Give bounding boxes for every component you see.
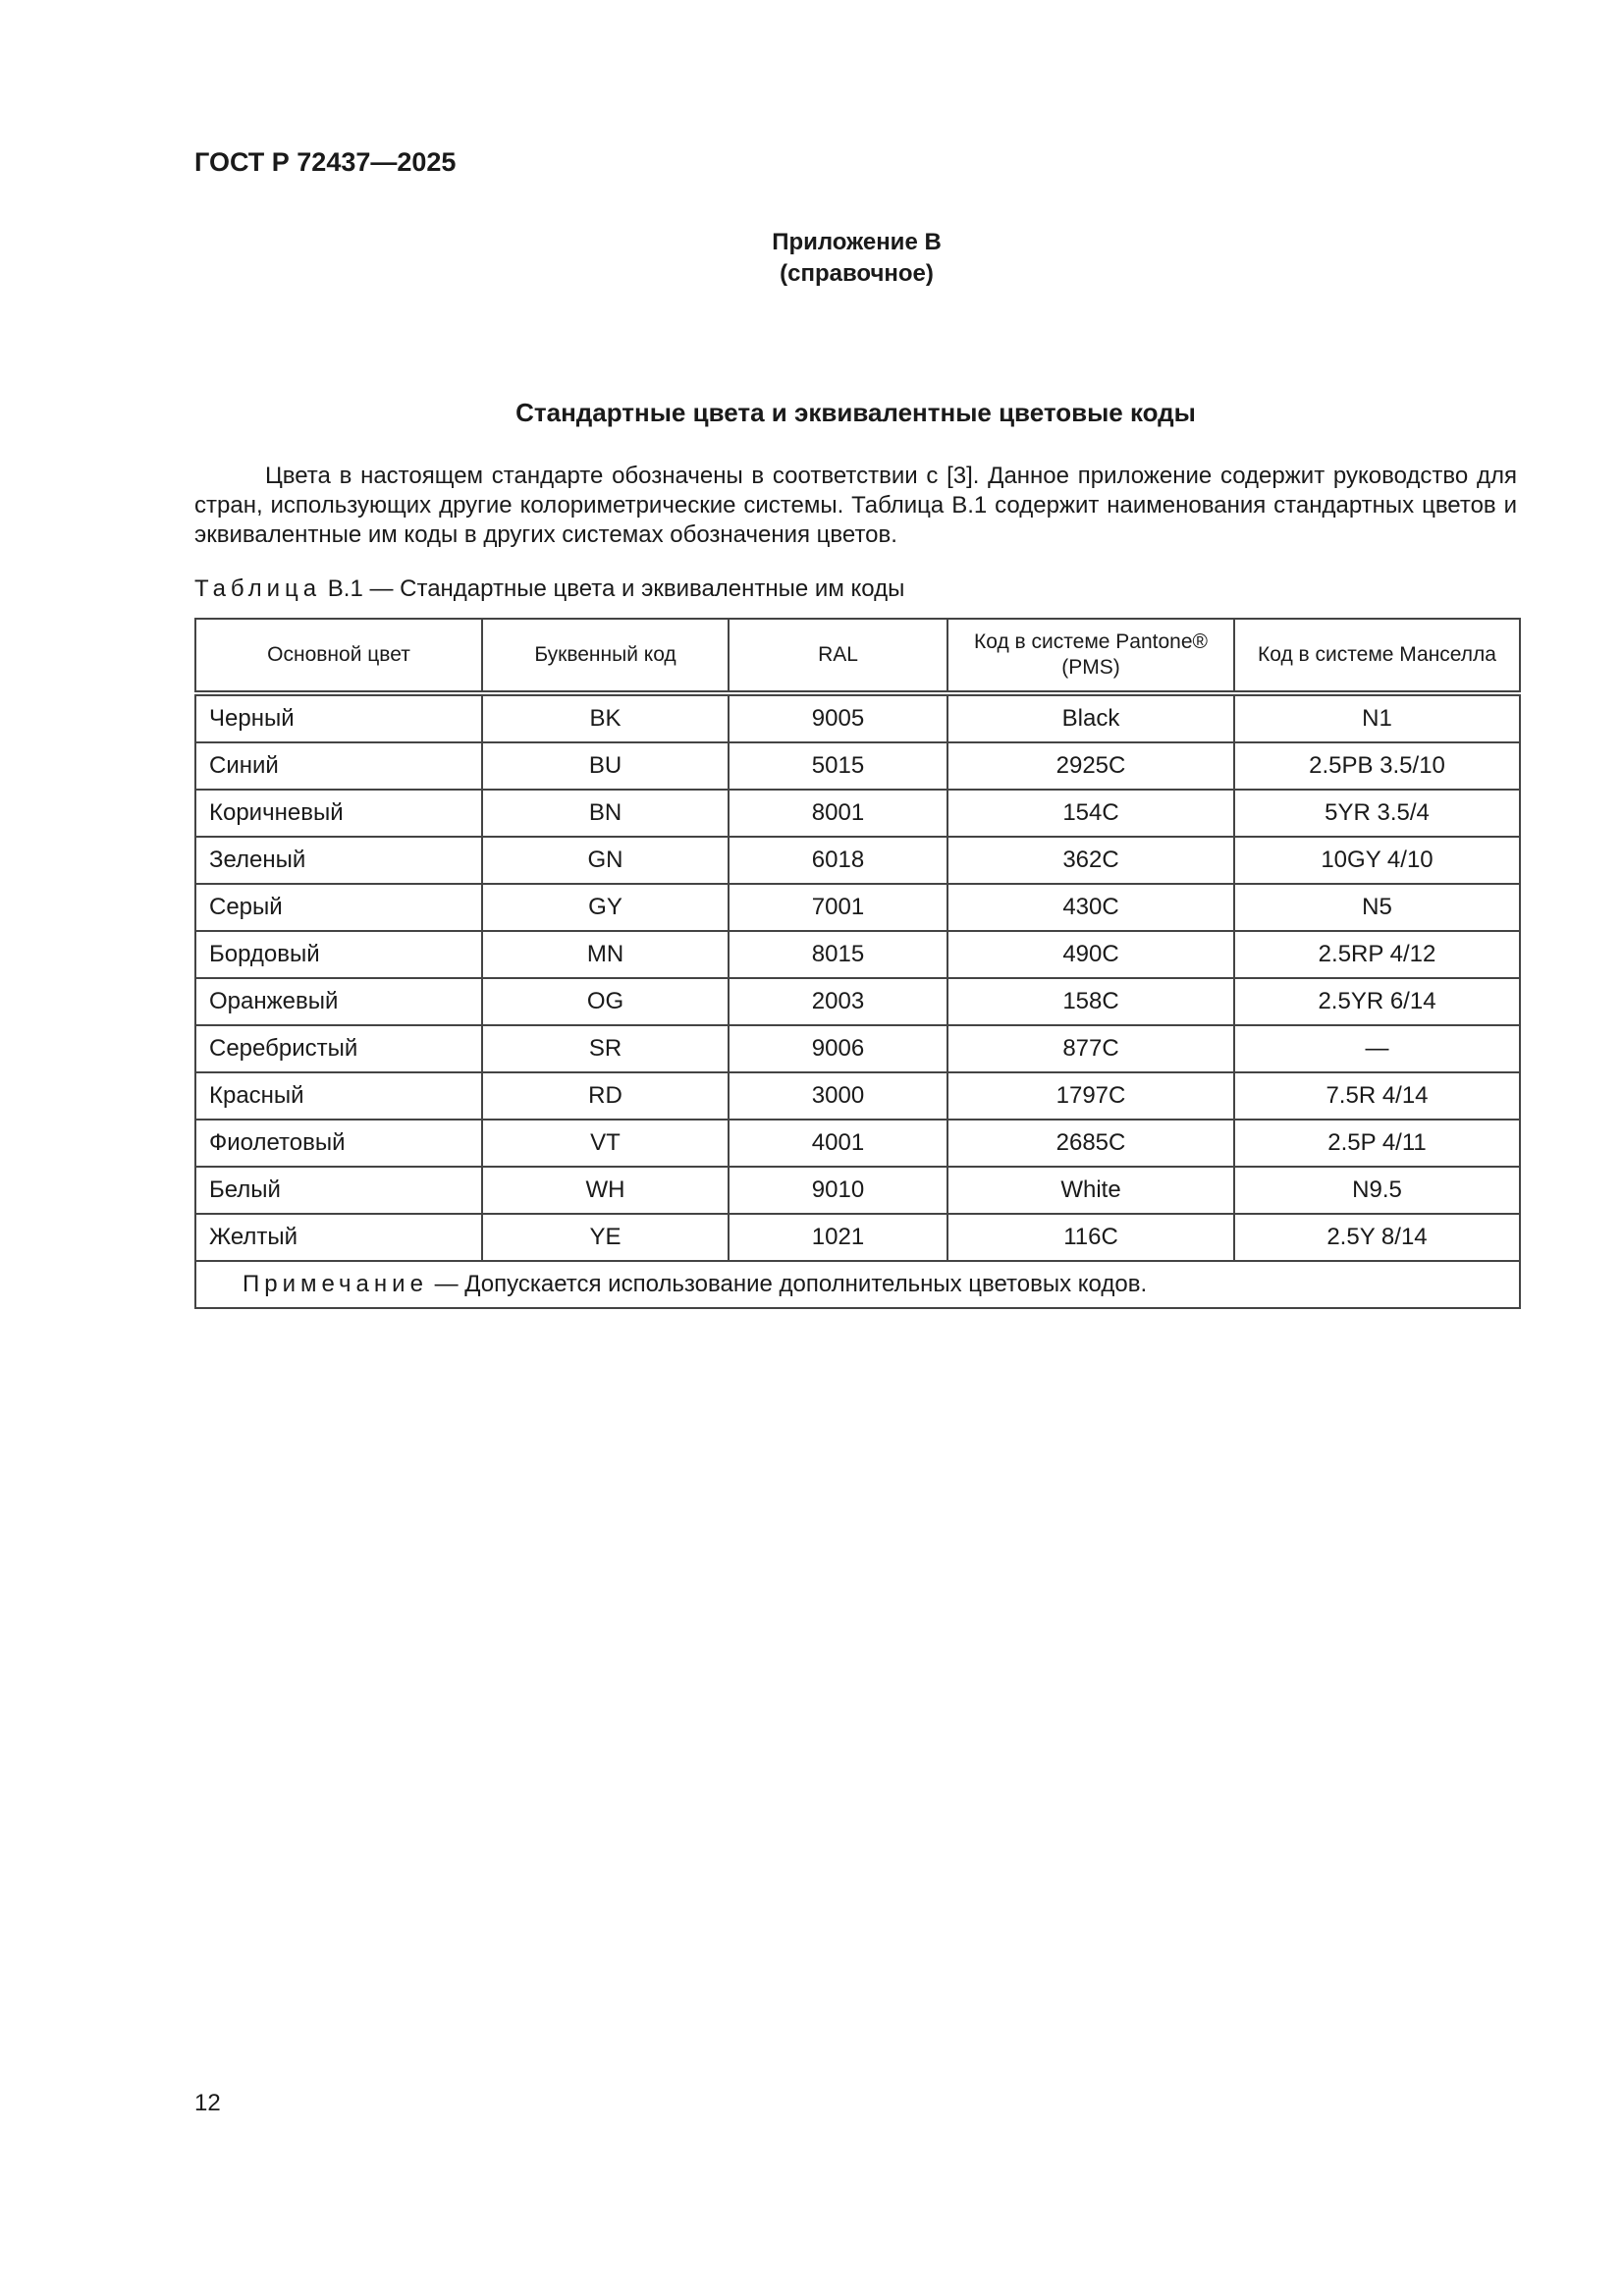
cell-ral: 4001 (729, 1120, 947, 1167)
column-header-munsell: Код в системе Манселла (1234, 619, 1520, 693)
cell-ral: 7001 (729, 884, 947, 931)
cell-ral: 8001 (729, 790, 947, 837)
cell-base-color: Серебристый (195, 1025, 482, 1072)
cell-letter-code: BK (482, 693, 729, 742)
cell-letter-code: GN (482, 837, 729, 884)
cell-base-color: Фиолетовый (195, 1120, 482, 1167)
cell-ral: 1021 (729, 1214, 947, 1261)
table-row (195, 978, 1520, 1025)
cell-pantone: 158C (947, 978, 1234, 1025)
cell-ral: 9005 (729, 693, 947, 742)
table-caption (194, 575, 904, 603)
cell-munsell: N5 (1234, 884, 1520, 931)
cell-base-color: Черный (195, 693, 482, 742)
cell-letter-code: YE (482, 1214, 729, 1261)
cell-letter-code: GY (482, 884, 729, 931)
cell-munsell: — (1234, 1025, 1520, 1072)
table-row (195, 1072, 1520, 1120)
table-note (195, 1261, 1520, 1308)
cell-munsell: 7.5R 4/14 (1234, 1072, 1520, 1120)
appendix-title: Приложение В (772, 229, 942, 255)
table-row (195, 931, 1520, 978)
table-note-text: — Допускается использование дополнительных цветовых кодов. (434, 1271, 1148, 1297)
table-row (195, 1214, 1520, 1261)
table-row (195, 693, 1520, 742)
table-body (195, 693, 1520, 1261)
column-header-ral: RAL (729, 619, 947, 693)
table-row (195, 1120, 1520, 1167)
table-row (195, 884, 1520, 931)
cell-munsell: 10GY 4/10 (1234, 837, 1520, 884)
table-note-label: Примечание (243, 1271, 428, 1297)
cell-base-color: Зеленый (195, 837, 482, 884)
page-number: 12 (194, 2090, 221, 2116)
cell-ral: 2003 (729, 978, 947, 1025)
cell-ral: 8015 (729, 931, 947, 978)
cell-munsell: N9.5 (1234, 1167, 1520, 1214)
cell-letter-code: BU (482, 742, 729, 790)
cell-pantone: 490C (947, 931, 1234, 978)
cell-base-color: Синий (195, 742, 482, 790)
cell-pantone: 2685C (947, 1120, 1234, 1167)
cell-ral: 5015 (729, 742, 947, 790)
cell-munsell: 2.5P 4/11 (1234, 1120, 1520, 1167)
cell-pantone: Black (947, 693, 1234, 742)
cell-munsell: 2.5PB 3.5/10 (1234, 742, 1520, 790)
cell-ral: 9010 (729, 1167, 947, 1214)
cell-pantone: White (947, 1167, 1234, 1214)
cell-base-color: Бордовый (195, 931, 482, 978)
cell-base-color: Красный (195, 1072, 482, 1120)
cell-letter-code: SR (482, 1025, 729, 1072)
cell-munsell: 5YR 3.5/4 (1234, 790, 1520, 837)
column-header-pantone: Код в системе Pantone® (PMS) (947, 619, 1234, 693)
cell-letter-code: BN (482, 790, 729, 837)
cell-letter-code: RD (482, 1072, 729, 1120)
cell-base-color: Оранжевый (195, 978, 482, 1025)
intro-paragraph: Цвета в настоящем стандарте обозначены в соответствии с [3]. Данное приложение содержит руководство для стран, использующих другие колориметрические системы. Таблица В.1 содержит наименования стандартных цветов и эквивалентные им коды в других системах обозначения цветов. (194, 463, 1517, 548)
cell-ral: 3000 (729, 1072, 947, 1120)
table-note-row (195, 1261, 1520, 1308)
cell-pantone: 877C (947, 1025, 1234, 1072)
color-codes-table (194, 618, 1521, 1309)
cell-base-color: Белый (195, 1167, 482, 1214)
table-row (195, 790, 1520, 837)
cell-pantone: 154C (947, 790, 1234, 837)
column-header-letter-code: Буквенный код (482, 619, 729, 693)
cell-munsell: 2.5YR 6/14 (1234, 978, 1520, 1025)
table-header-row (195, 619, 1520, 693)
table-caption-label: Таблица (194, 575, 322, 602)
document-code: ГОСТ Р 72437—2025 (194, 147, 457, 177)
column-header-base-color: Основной цвет (195, 619, 482, 693)
cell-pantone: 2925C (947, 742, 1234, 790)
cell-letter-code: MN (482, 931, 729, 978)
cell-pantone: 116C (947, 1214, 1234, 1261)
cell-munsell: 2.5Y 8/14 (1234, 1214, 1520, 1261)
cell-pantone: 430C (947, 884, 1234, 931)
cell-base-color: Серый (195, 884, 482, 931)
cell-pantone: 1797C (947, 1072, 1234, 1120)
cell-ral: 6018 (729, 837, 947, 884)
section-title: Стандартные цвета и эквивалентные цветовые коды (515, 398, 1196, 427)
cell-letter-code: VT (482, 1120, 729, 1167)
table-row (195, 1167, 1520, 1214)
table-row (195, 742, 1520, 790)
cell-pantone: 362C (947, 837, 1234, 884)
cell-ral: 9006 (729, 1025, 947, 1072)
table-caption-text: В.1 — Стандартные цвета и эквивалентные им коды (327, 575, 905, 602)
cell-base-color: Желтый (195, 1214, 482, 1261)
appendix-type: (справочное) (780, 260, 934, 287)
table-row (195, 1025, 1520, 1072)
table-row (195, 837, 1520, 884)
cell-letter-code: OG (482, 978, 729, 1025)
cell-munsell: 2.5RP 4/12 (1234, 931, 1520, 978)
cell-letter-code: WH (482, 1167, 729, 1214)
cell-base-color: Коричневый (195, 790, 482, 837)
cell-munsell: N1 (1234, 693, 1520, 742)
